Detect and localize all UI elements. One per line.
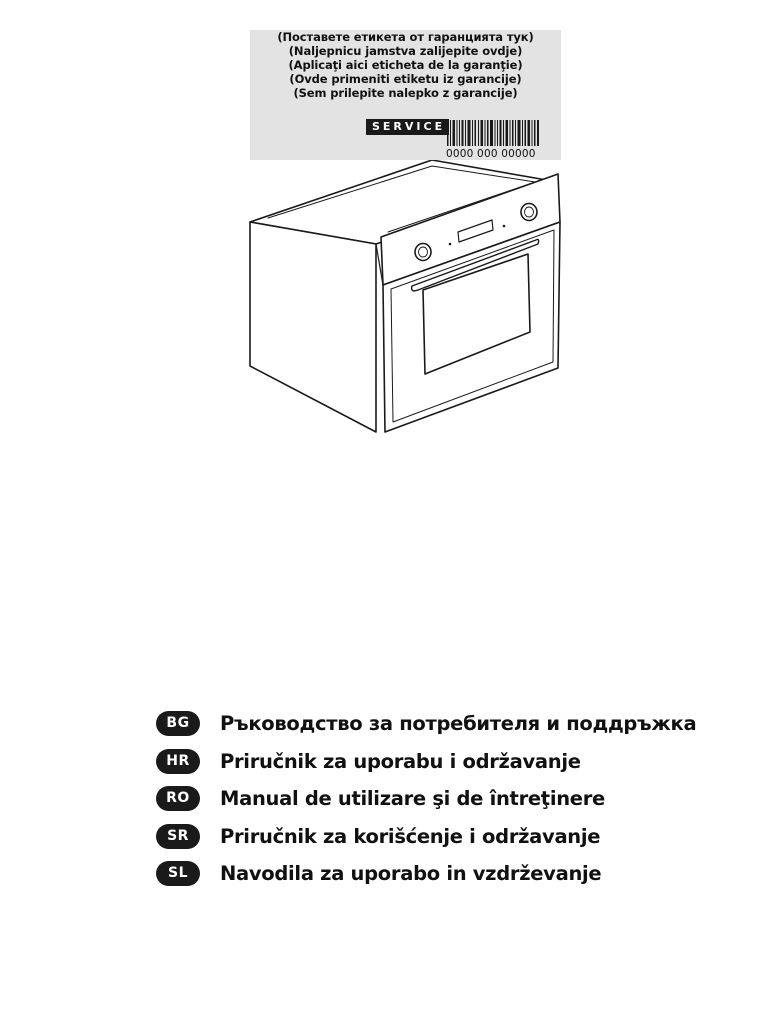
label-line-ro: (Aplicaţi aici eticheta de la garanţie)	[288, 58, 523, 72]
language-item-bg	[156, 705, 746, 743]
cabinet-side	[250, 222, 376, 432]
language-badge-sr: SR	[156, 824, 200, 849]
label-line-sl: (Sem prilepite nalepko z garancije)	[293, 86, 518, 100]
right-knob-icon	[521, 204, 537, 221]
oven-illustration	[248, 160, 564, 440]
language-badge-bg: BG	[156, 711, 200, 736]
warranty-label-area	[250, 30, 561, 160]
barcode-number: 0000 000 00000	[446, 148, 536, 160]
label-line-hr: (Naljepnicu jamstva zalijepite ovdje)	[288, 44, 523, 58]
language-item-sl	[156, 855, 746, 893]
language-item-sr	[156, 818, 746, 856]
manual-title-sr: Priručnik za korišćenje i održavanje	[220, 824, 601, 848]
manual-title-ro: Manual de utilizare şi de întreţinere	[220, 787, 605, 811]
language-item-hr	[156, 743, 746, 781]
label-line-bg: (Поставете етикета от гаранцията тук)	[277, 30, 534, 44]
barcode-icon	[447, 120, 539, 146]
language-list	[156, 705, 746, 893]
language-badge-hr: HR	[156, 749, 200, 774]
language-badge-sl: SL	[156, 861, 200, 886]
warranty-label-instructions	[250, 30, 561, 100]
manual-title-sl: Navodila za uporabo in vzdrževanje	[220, 862, 602, 886]
language-badge-ro: RO	[156, 786, 200, 811]
language-item-ro	[156, 780, 746, 818]
service-badge: SERVICE	[366, 119, 449, 135]
manual-title-hr: Priručnik za uporabu i održavanje	[220, 749, 581, 773]
manual-title-bg: Ръководство за потребителя и поддръжка	[220, 712, 697, 736]
left-knob-icon	[415, 244, 431, 261]
label-line-sr: (Ovde primeniti etiketu iz garancije)	[289, 72, 522, 86]
